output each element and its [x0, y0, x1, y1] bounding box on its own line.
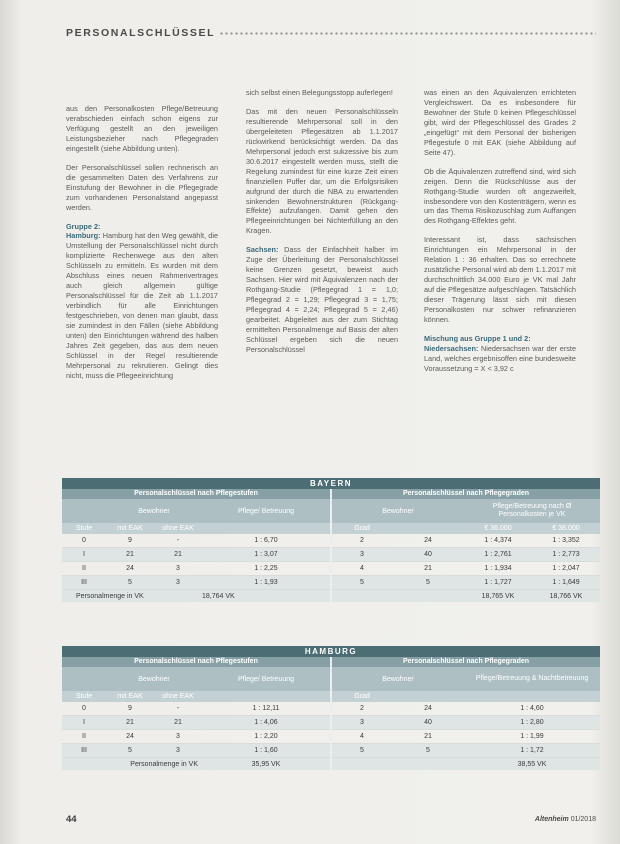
cell-grad: 4 — [360, 565, 364, 572]
header-bewohner: Bewohner — [382, 675, 414, 683]
table-row — [62, 548, 330, 562]
cell-k1: 1 : 4,374 — [484, 537, 512, 544]
paragraph-text: Hamburg hat den Weg gewählt, die Umstellung der Personalschlüssel nicht durch komplizierte Rechenwege aus den alten Schlüsseln zu ermitteln. Es wurden mit dem Abschluss eines neuen Rahmenvertrages auch gleich allgemein gültige Personalschlüssel für die Zeit ab 1.1.2017 verbindlich für alle Einrichtungen festgeschrieben, von denen man glaubt, dass sie zumindest in den Fällen (siehe Abbildung unten) den Einrichtungen während des halben Jahres Zeit gegeben, das aus dem neuen Schlüssel in der Regel resultierende Mehrpersonal zu rekrutieren. Gelingt dies nicht, muss die Pflegeeinrichtung — [66, 231, 218, 380]
cell-pflege: 1 : 1,99 — [520, 733, 544, 740]
page-number: 44 — [66, 813, 77, 825]
cell-grad: 3 — [360, 551, 364, 558]
cell-bewohner: 21 — [424, 733, 432, 740]
cell-grad: 5 — [360, 579, 364, 586]
table-row — [332, 744, 600, 758]
cell-bewohner: 21 — [424, 565, 432, 572]
cell-mit: 9 — [128, 537, 132, 544]
section-title: PERSONALSCHLÜSSEL — [66, 27, 216, 39]
issue: 01/2018 — [570, 815, 596, 823]
cell-stufe: III — [81, 579, 87, 586]
cell-mit: 21 — [126, 551, 134, 558]
cell-grad: 2 — [360, 705, 364, 712]
cell-pflege: 1 : 2,20 — [254, 733, 278, 740]
label-ohne-eak: ohne EAK — [162, 693, 194, 700]
table-row — [62, 534, 330, 548]
label-row — [332, 523, 600, 534]
footer-value: 38,55 VK — [517, 760, 547, 768]
publication-name: Altenheim — [534, 815, 569, 823]
footer-row — [62, 590, 330, 602]
cell-mit: 24 — [126, 733, 134, 740]
cell-bewohner: 24 — [424, 537, 432, 544]
cell-grad: 4 — [360, 733, 364, 740]
lead-niedersachsen: Niedersachsen: — [424, 343, 479, 353]
cell-mit: 5 — [128, 579, 132, 586]
label-grad: Grad — [354, 525, 370, 532]
cell-stufe: 0 — [82, 705, 86, 712]
cell-bewohner: 40 — [424, 719, 432, 726]
table-right-half — [332, 489, 600, 602]
cell-ohne: 3 — [176, 733, 180, 740]
cell-mit: 21 — [126, 719, 134, 726]
cell-ohne: 3 — [176, 579, 180, 586]
label-k2: € 38.000 — [552, 525, 580, 532]
text-column-1 — [66, 104, 218, 468]
paragraph: Das mit den neuen Personalschlüsseln resultierende Mehrpersonal soll in den übergeleiteten Pflegesätzen ab 1.1.2017 rückwirkend berücksichtigt werden. Da das Mehrpersonal jedoch erst sukzessive bis zum 30.6.2017 eingestellt werden muss, stellt die Regelung zumindest für eine kurze Zeit einen finanziellen Puffer dar, um die Erfolgsrisiken aufgrund der durch die NBA zu erwartenden sinkenden Bewohnerstrukturen (Rückgang-Effekte) aufzufangen. Damit gehen den Pflegeeinrichtungen bei Nichterfüllung an den Kragen. — [246, 106, 398, 236]
cell-pflege: 1 : 12,11 — [252, 705, 280, 712]
header-row — [62, 499, 330, 523]
cell-bewohner: 40 — [424, 551, 432, 558]
table-row — [332, 716, 600, 730]
cell-stufe: I — [83, 719, 85, 726]
band-pflegestufen: Personalschlüssel nach Pflegestufen — [62, 489, 330, 499]
paragraph: Der Personalschlüssel sollen rechnerisch an die gesammelten Daten des Verfahrens zur Einstufung der Bewohner in die Pflegegrade zum vorhandenen Personalstand angepasst werden. — [66, 162, 218, 212]
cell-ohne: 21 — [174, 551, 182, 558]
header-row — [62, 667, 330, 691]
table-left-half — [62, 657, 332, 770]
table-row — [62, 562, 330, 576]
footer-value: 18,764 VK — [202, 592, 235, 600]
cell-stufe: II — [82, 733, 86, 740]
cell-pflege: 1 : 2,80 — [520, 719, 544, 726]
paragraph: aus den Personalkosten Pflege/Betreuung verabschieden einfach schon eigens zur Verfügung gestellt an den jeweiligen Leistungsbezieher nach Pflegegraden eingestellt (siehe Abbildung unten). — [66, 104, 218, 153]
footer-value: 35,95 VK — [251, 760, 281, 768]
cell-pflege: 1 : 3,07 — [254, 551, 278, 558]
footer-value-k2: 18,766 VK — [549, 592, 583, 600]
table-bayern — [62, 478, 600, 602]
cell-pflege: 1 : 1,93 — [254, 579, 278, 586]
footer-row — [332, 590, 600, 602]
header-pflege: Pflege/Betreuung nach Ø Personalkosten je VK — [492, 503, 572, 518]
cell-k2: 1 : 2,773 — [552, 551, 580, 558]
cell-pflege: 1 : 6,70 — [254, 537, 278, 544]
cell-stufe: III — [81, 747, 87, 754]
band-pflegegraden: Personalschlüssel nach Pflegegraden — [332, 489, 600, 499]
lead-sachsen: Sachsen: — [246, 245, 279, 255]
header-row — [332, 667, 600, 691]
label-stufe: Stufe — [75, 693, 93, 700]
label-mit-eak: mit EAK — [117, 525, 143, 532]
footer-value-k1: 18,765 VK — [481, 592, 515, 600]
table-right-half — [332, 657, 600, 770]
footer-row — [332, 758, 600, 770]
cell-k2: 1 : 1,649 — [552, 579, 580, 586]
table-row — [332, 534, 600, 548]
band-pflegestufen: Personalschlüssel nach Pflegestufen — [62, 657, 330, 667]
label-row — [62, 523, 330, 534]
band-pflegegraden: Personalschlüssel nach Pflegegraden — [332, 657, 600, 667]
table-row — [62, 702, 330, 716]
paragraph: sich selbst einen Belegungsstopp auferlegen! — [246, 88, 393, 97]
subheading-mix: Mischung aus Gruppe 1 und 2: — [424, 333, 531, 343]
header-bewohner: Bewohner — [138, 675, 170, 683]
table-left-half — [62, 489, 332, 602]
table-row — [62, 576, 330, 590]
cell-pflege: 1 : 1,60 — [254, 747, 278, 754]
cell-k1: 1 : 1,727 — [484, 579, 512, 586]
text-column-3 — [424, 88, 576, 472]
page-footer — [66, 812, 596, 826]
paragraph: Interessant ist, dass sächsischen Einrichtungen ein Mehrpersonal in der Relation 1 : 36 erhalten. Das so errechnete zusätzliche Personal wird ab dem 1.1.2017 mit durchschnittlich 34.000 Euro je VK mal Jahr auf die Pflegesätze aufgeschlagen. Tatsächlich dieser Trägerung lässt sich mit diesen Personalkosten nur schwer refinanzieren können. — [424, 235, 576, 325]
cell-ohne: - — [176, 705, 180, 712]
paragraph-text: Dass der Einfachheit halber im Zuge der Überleitung der Personalschlüssel keine Grenzen gesetzt, beweist auch Sachsen. Hier wird mit Äquivalenzen nach der Rothgang-Studie (Pflegegrad 1 = 1,0; Pflegegrad 2 = 1,29; Pflegegrad 3 = 1,75; Pflegegrad 4 = 2,24; Pflegegrad 5 = 2,46) gearbeitet. Abgeleitet aus der zum Stichtag ermittelten Personalmenge auf Basis der alten Schlüssel ergeben sich die neuen Personalschlüssel — [246, 245, 398, 354]
header-pflege: Pflege/ Betreuung — [237, 675, 295, 683]
paragraph-niedersachsen — [424, 344, 576, 374]
header-row — [332, 499, 600, 523]
table-row — [332, 702, 600, 716]
paragraph-sachsen — [246, 245, 398, 354]
header-pflege: Pflege/Betreuung & Nachtbetreuung — [475, 675, 589, 682]
label-mit-eak: mit EAK — [117, 693, 143, 700]
cell-mit: 9 — [128, 705, 132, 712]
table-hamburg — [62, 646, 600, 770]
footer-label: Personalmenge in VK — [76, 592, 144, 600]
cell-pflege: 1 : 4,06 — [254, 719, 278, 726]
publication-info — [535, 816, 596, 823]
cell-grad: 5 — [360, 747, 364, 754]
cell-k2: 1 : 2,047 — [552, 565, 580, 572]
footer-label: Personalmenge in VK — [130, 760, 198, 768]
cell-grad: 3 — [360, 719, 364, 726]
cell-stufe: I — [83, 551, 85, 558]
paragraph: Ob die Äquivalenzen zutreffend sind, wird sich zeigen. Denn die Rückschlüsse aus der Rothgang-Studie wurden oft angezweifelt, insbesondere von den Kostenträgern, wenn es um das Thema Risikozuschlag zum Auffangen des Rothgang-Effektes geht. — [424, 166, 576, 226]
table-row — [332, 562, 600, 576]
cell-ohne: 21 — [174, 719, 182, 726]
label-stufe: Stufe — [75, 525, 93, 532]
cell-bewohner: 24 — [424, 705, 432, 712]
label-row — [332, 691, 600, 702]
cell-pflege: 1 : 1,72 — [520, 747, 544, 754]
cell-k2: 1 : 3,352 — [552, 537, 580, 544]
table-title: BAYERN — [62, 478, 600, 489]
cell-mit: 5 — [128, 747, 132, 754]
label-grad: Grad — [354, 693, 370, 700]
paragraph-text: Niedersachsen war der erste Land, welches ergebnisoffen eine bundesweite Voraussetzung = X < 3,92 c — [424, 343, 576, 373]
page-header — [66, 24, 596, 42]
label-row — [62, 691, 330, 702]
paragraph: was einen an den Äquivalenzen errichteten Vergleichswert. Da es insbesondere für Bewohner der Stufe 0 keinen Pflegeschlüssel gibt, wird der Pflegeschlüssel des Grades 2 „eingefügt“ mit dem Personal der bisherigen Pflegestufe 0 mit EAK (siehe Abbildung auf Seite 47). — [424, 88, 576, 157]
cell-pflege: 1 : 4,60 — [520, 705, 544, 712]
header-pflege: Pflege/ Betreuung — [237, 507, 295, 515]
table-row — [62, 730, 330, 744]
cell-pflege: 1 : 2,25 — [254, 565, 278, 572]
cell-stufe: II — [82, 565, 86, 572]
cell-ohne: 3 — [176, 565, 180, 572]
lead-hamburg: Hamburg: — [66, 231, 101, 241]
table-row — [332, 576, 600, 590]
cell-grad: 2 — [360, 537, 364, 544]
label-k1: € 36.000 — [484, 525, 512, 532]
dotted-rule — [219, 32, 596, 35]
table-title: HAMBURG — [62, 646, 600, 657]
cell-k1: 1 : 2,761 — [484, 551, 512, 558]
text-column-2 — [246, 88, 398, 468]
paragraph-hamburg — [66, 231, 218, 380]
header-bewohner: Bewohner — [382, 507, 414, 515]
label-ohne-eak: ohne EAK — [162, 525, 194, 532]
table-row — [332, 548, 600, 562]
header-bewohner: Bewohner — [138, 507, 170, 515]
cell-ohne: 3 — [176, 747, 180, 754]
cell-bewohner: 5 — [426, 579, 430, 586]
subheading-group-2: Gruppe 2: — [66, 221, 101, 231]
cell-stufe: 0 — [82, 537, 86, 544]
cell-k1: 1 : 1,934 — [484, 565, 512, 572]
table-row — [62, 716, 330, 730]
cell-ohne: - — [176, 537, 180, 544]
table-row — [332, 730, 600, 744]
footer-row — [62, 758, 330, 770]
table-row — [62, 744, 330, 758]
cell-bewohner: 5 — [426, 747, 430, 754]
cell-mit: 24 — [126, 565, 134, 572]
